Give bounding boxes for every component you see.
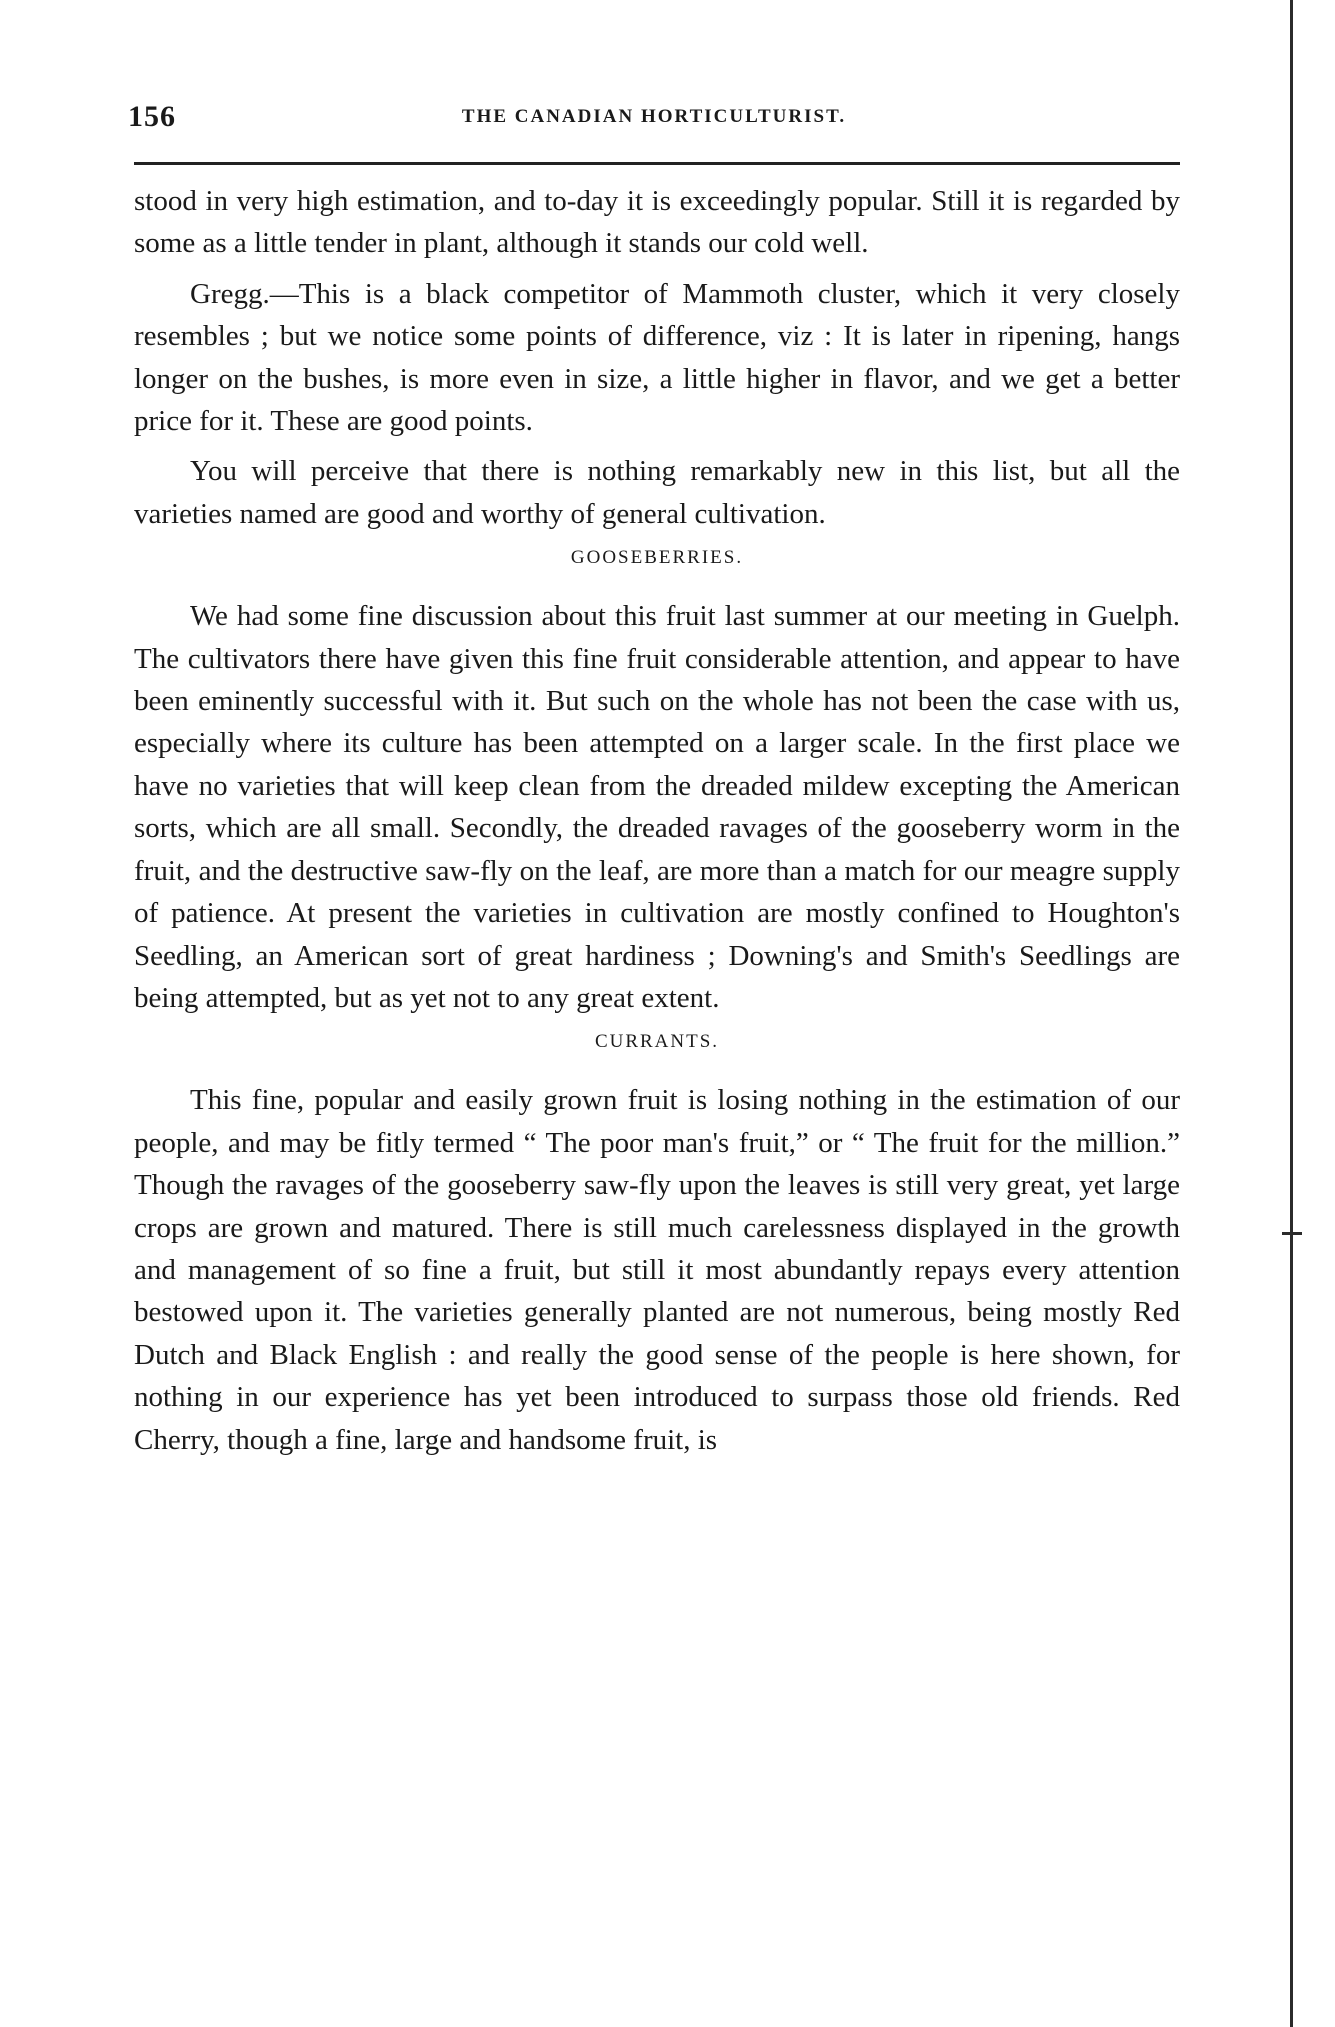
paragraph-gregg: Gregg.—This is a black competitor of Mammoth cluster, which it very closely resembles ; but we notice some points of difference, viz : It is later in ripening, hangs longer on the bushes, is more even in size, a little higher in flavor, and we get a better price for it. These are good points. (134, 277, 1180, 438)
running-title: THE CANADIAN HORTICULTURIST. (461, 106, 847, 127)
paragraph-continued: stood in very high estimation, and to-day it is exceedingly popular. Still it is regarded by some as a little tender in plant, although it stands our cold well. (134, 185, 1180, 260)
header-rule (134, 162, 1180, 165)
paragraph-varieties: You will perceive that there is nothing remarkably new in this list, but all the varieties named are good and worthy of general cultivation. (134, 455, 1180, 530)
binding-margin-tick (1282, 1232, 1302, 1235)
page-number: 156 (128, 100, 176, 133)
section-heading-currants: CURRANTS. (594, 1031, 720, 1053)
paragraph-currants: This fine, popular and easily grown fruit is losing nothing in the estimation of our people, and may be fitly termed “ The poor man's fruit,” or “ The fruit for the million.” Though the ravages of the gooseberry saw-fly upon the leaves is still very great, yet large crops are grown and matured. There is still much carelessness displayed in the growth and management of so fine a fruit, but still it most abundantly repays every attention bestowed upon it. The varieties generally planted are not numerous, being mostly Red Dutch and Black English : and really the good sense of the people is here shown, for nothing in our experience has yet been introduced to surpass those old friends. Red Cherry, though a fine, large and handsome fruit, is (134, 1084, 1180, 1456)
page-body (134, 180, 1180, 1469)
page-header (128, 100, 1180, 140)
paragraph-gooseberries: We had some fine discussion about this fruit last summer at our meeting in Guelph. The cultivators there have given this fine fruit considerable attention, and appear to have been eminently successful with it. But such on the whole has not been the case with us, especially where its culture has been attempted on a larger scale. In the first place we have no varieties that will keep clean from the dreaded mildew excepting the American sorts, which are all small. Secondly, the dreaded ravages of the gooseberry worm in the fruit, and the destructive saw-fly on the leaf, are more than a match for our meagre supply of patience. At present the varieties in cultivation are mostly confined to Houghton's Seedling, an American sort of great hardiness ; Downing's and Smith's Seedlings are being attempted, but as yet not to any great extent. (134, 600, 1180, 1014)
binding-margin-rule (1290, 0, 1293, 2027)
section-heading-gooseberries: GOOSEBERRIES. (570, 547, 744, 569)
